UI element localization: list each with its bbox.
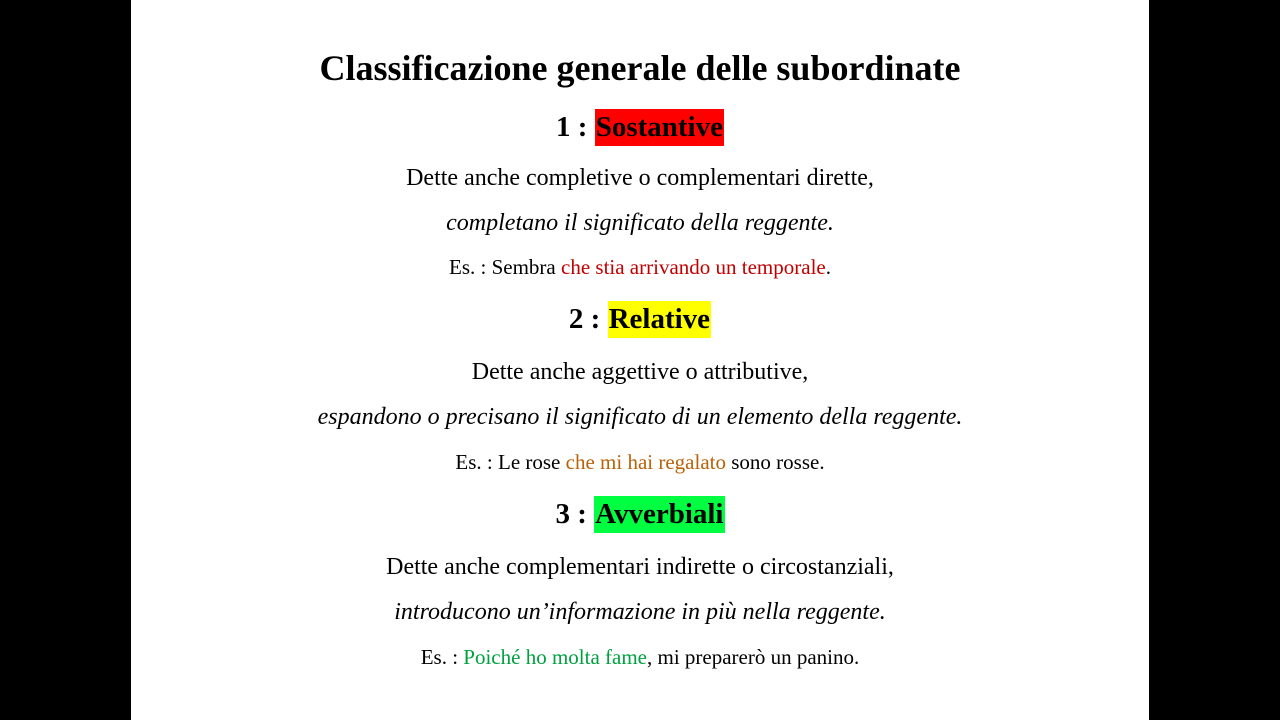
slide-title: Classificazione generale delle subordinate bbox=[319, 48, 961, 88]
example-highlight: che mi hai regalato bbox=[565, 450, 726, 474]
section-number: 2 : bbox=[568, 303, 608, 335]
section-description: Dette anche aggettive o attributive, bbox=[471, 359, 809, 385]
section-number: 1 : bbox=[556, 111, 595, 143]
section-heading-relative bbox=[131, 305, 1149, 334]
section-description: Dette anche complementari indirette o circostanziali, bbox=[386, 554, 894, 580]
example-suffix: sono rosse. bbox=[725, 450, 825, 474]
example-suffix: . bbox=[825, 255, 831, 279]
example-prefix: Es. : Le rose bbox=[455, 450, 566, 474]
section-number: 3 : bbox=[555, 498, 595, 530]
example-prefix: Es. : bbox=[420, 645, 464, 669]
example-highlight: Poiché ho molta fame bbox=[463, 645, 647, 669]
section-name-highlight: Relative bbox=[608, 301, 711, 338]
section-heading-avverbiali bbox=[131, 500, 1149, 529]
example-suffix: , mi preparerò un panino. bbox=[647, 645, 860, 669]
section-name-highlight: Avverbiali bbox=[594, 496, 724, 533]
section-function: introducono un’informazione in più nella reggente. bbox=[394, 599, 886, 625]
section-example bbox=[131, 452, 1149, 473]
section-function: espandono o precisano il significato di un elemento della reggente. bbox=[317, 404, 963, 430]
section-description: Dette anche completive o complementari dirette, bbox=[406, 165, 874, 191]
section-example bbox=[131, 257, 1149, 278]
section-example bbox=[131, 647, 1149, 668]
section-name-highlight: Sostantive bbox=[595, 109, 724, 146]
section-heading-sostantive bbox=[131, 113, 1149, 142]
section-function: completano il significato della reggente. bbox=[446, 210, 834, 236]
slide bbox=[131, 0, 1149, 720]
example-prefix: Es. : Sembra bbox=[449, 255, 561, 279]
example-highlight: che stia arrivando un temporale bbox=[561, 255, 826, 279]
